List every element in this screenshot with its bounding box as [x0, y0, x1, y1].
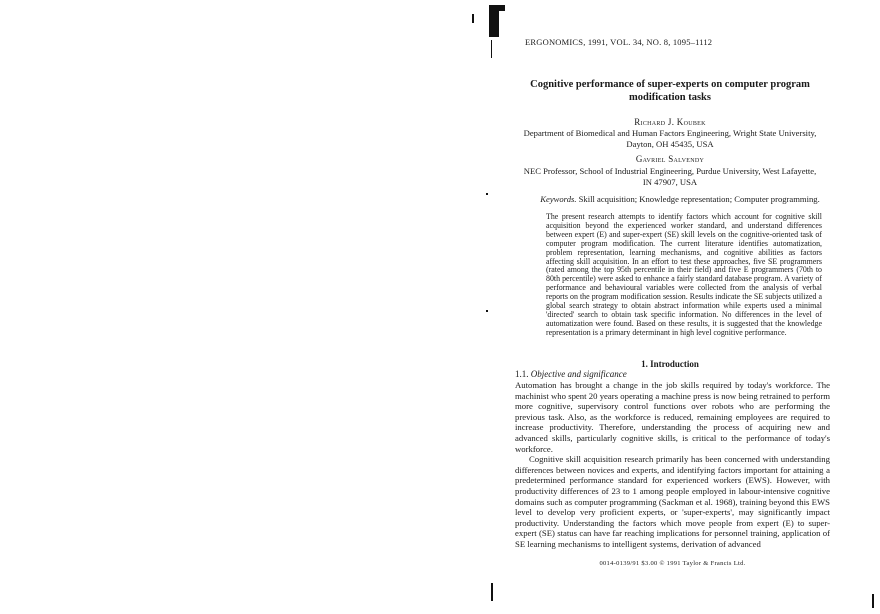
copyright-footer: 0014-0139/91 $3.00 © 1991 Taylor & Francis Ltd.: [599, 560, 746, 567]
author-affiliation-2: NEC Professor, School of Industrial Engineering, Purdue University, West Lafayette, IN 47907, USA: [523, 166, 817, 187]
subsection-title: Objective and significance: [530, 369, 627, 379]
author-name-1: Richard J. Koubek: [634, 117, 706, 127]
section-heading: 1. Introduction: [641, 359, 699, 369]
body-paragraph: Automation has brought a change in the job skills required by today's workforce. The machinist who spent 20 years operating a machine press is now being retrained to perform more cognitive, supervisory control functions over robots who are performing the previous task. Also, as the workforce is reduced, remaining employees are required to increase productivity. Therefore, understanding the process of acquiring new and advanced skills, particularly cognitive skills, is critical to the performance of today's workforce.: [515, 380, 830, 454]
author-affiliation-1: Department of Biomedical and Human Factors Engineering, Wright State University, Dayton, OH 45435, USA: [523, 128, 817, 149]
keywords-label: Keywords.: [540, 194, 577, 204]
scan-mark-left-line: [491, 40, 492, 58]
keywords: [535, 194, 825, 204]
scan-mark-bottom-right: [872, 594, 874, 608]
body-paragraph: Cognitive skill acquisition research primarily has been concerned with understanding differences between novices and experts, and identifying factors important for attaining a predetermined performance standard for experienced workers (EWS). However, with productivity differences of 23 to 1 among people employed in labour-intensive cognitive domains such as computer programming (Sackman et al. 1968), training beyond this EWS level to develop very proficient experts, or 'super-experts', may significantly impact productivity. Understanding the factors which move people from expert (E) to super-expert (SE) status can have far reaching implications for personnel training, application of SE learning mechanisms to intelligent systems, derivation of advanced: [515, 454, 830, 549]
paper-title: Cognitive performance of super-experts on computer program modification tasks: [530, 79, 810, 103]
scan-mark-bottom: [491, 583, 493, 601]
body-text: [515, 380, 830, 550]
subsection-number: 1.1.: [515, 369, 529, 379]
scan-mark-left-dot-2: [486, 310, 488, 312]
scan-mark-left-tick: [472, 14, 474, 23]
subsection-heading: [515, 369, 627, 379]
keywords-text: Skill acquisition; Knowledge representation; Computer programming.: [578, 194, 820, 204]
scan-mark-left-dot: [486, 193, 488, 195]
abstract: The present research attempts to identify factors which account for cognitive skill acquisition beyond the experienced worker standard, and understand differences between expert (E) and super-expert (SE) skill levels on the cognitive-oriented task of computer program modification. The current literature identifies automatization, problem representation, learning mechanisms, and cognitive abilities as factors affecting skill acquisition. In an effort to test these approaches, five SE programmers (rated among the top 95th percentile in their field) and five E programmers (70th to 80th percentile) were asked to enhance a fairly standard database program. A variety of performance and behavioural variables were collected from the analysis of verbal reports on the program modification session. Results indicate the SE subjects utilized a global search strategy to obtain abstract information while experts used a minimal 'directed' search to obtain task specific information. No differences in the level of automatization were found. Based on these results, it is suggested that the knowledge representation is a primary determinant in high level cognitive performance.: [546, 212, 822, 337]
journal-header: ERGONOMICS, 1991, VOL. 34, NO. 8, 1095–1112: [525, 37, 713, 47]
author-name-2: Gavriel Salvendy: [635, 154, 705, 164]
scan-mark-top-right: [497, 5, 505, 11]
